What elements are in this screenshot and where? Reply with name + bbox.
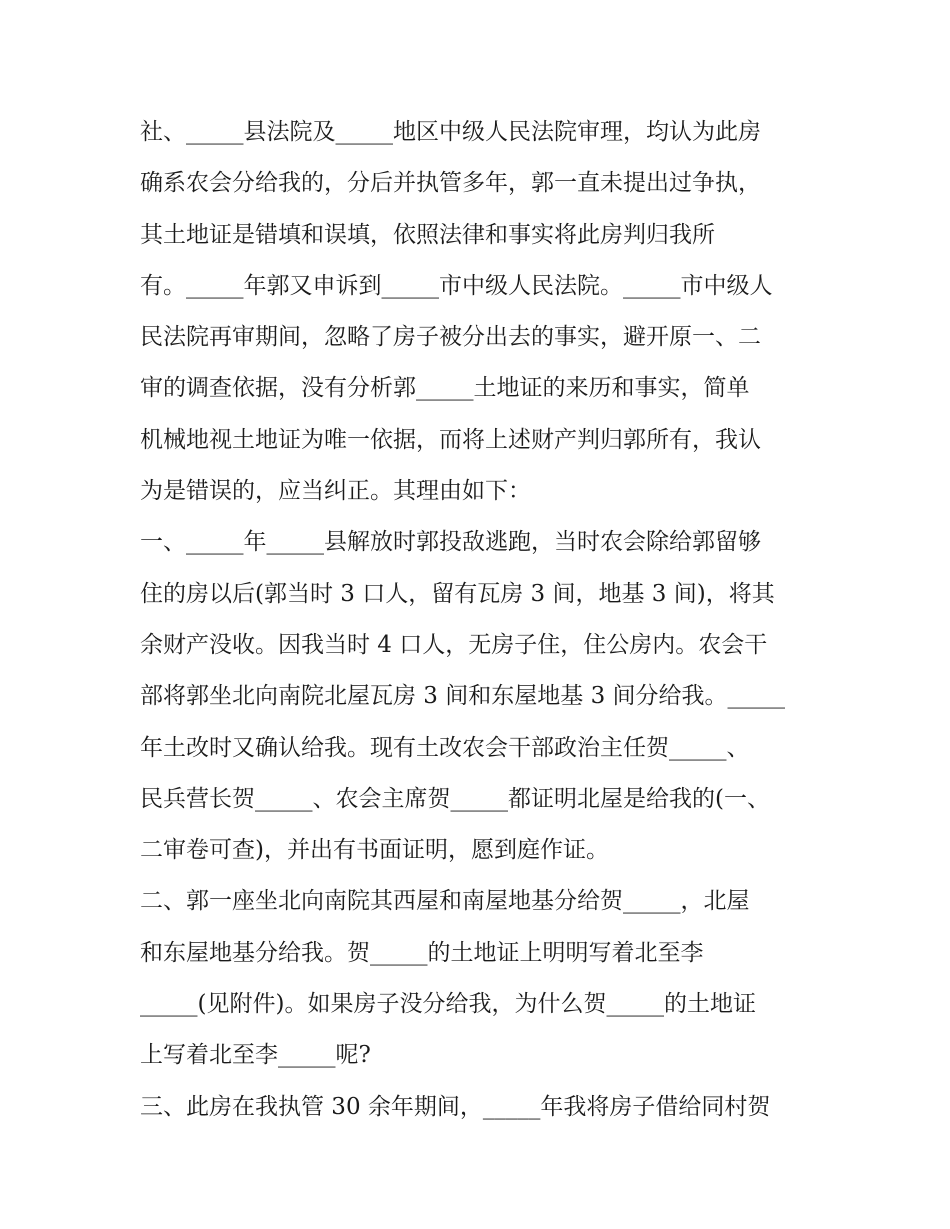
text-line: 机械地视土地证为唯一依据，而将上述财产判归郭所有，我认	[140, 426, 761, 453]
text-line: 住的房以后(郭当时 3 口人，留有瓦房 3 间，地基 3 间)，将其	[140, 580, 775, 607]
text-line: 民法院再审期间，忽略了房子被分出去的事实，避开原一、二	[140, 324, 761, 351]
text-line: 确系农会分给我的，分后并执管多年，郭一直未提出过争执，	[140, 170, 761, 197]
text-line: 上写着北至李_____呢?	[140, 1042, 371, 1069]
text-line: 余财产没收。因我当时 4 口人，无房子住，住公房内。农会干	[140, 631, 768, 658]
text-line: 为是错误的，应当纠正。其理由如下：	[140, 478, 531, 505]
text-line: 民兵营长贺_____、农会主席贺_____都证明北屋是给我的(一、	[140, 785, 770, 812]
text-line: 有。_____年郭又申诉到_____市中级人民法院。_____市中级人	[140, 272, 773, 299]
text-line: 一、_____年_____县解放时郭投敌逃跑，当时农会除给郭留够	[140, 529, 761, 556]
text-line: 社、_____县法院及_____地区中级人民法院审理，均认为此房	[140, 119, 761, 145]
text-line: 三、此房在我执管 30 余年期间，_____年我将房子借给同村贺	[140, 1093, 771, 1120]
text-line: 二、郭一座坐北向南院其西屋和南屋地基分给贺_____，北屋	[140, 888, 750, 915]
text-line: 部将郭坐北向南院北屋瓦房 3 间和东屋地基 3 间分给我。_____	[140, 683, 786, 710]
text-line: 审的调查依据，没有分析郭_____土地证的来历和事实，简单	[140, 375, 750, 402]
document-body	[140, 107, 820, 1133]
text-line: 其土地证是错填和误填，依照法律和事实将此房判归我所	[140, 221, 715, 248]
text-line: 年土改时又确认给我。现有土改农会干部政治主任贺_____、	[140, 734, 750, 761]
text-line: 二审卷可查)，并出有书面证明，愿到庭作证。	[140, 837, 609, 864]
text-line: 和东屋地基分给我。贺_____的土地证上明明写着北至李	[140, 939, 704, 966]
text-line: _____(见附件)。如果房子没分给我，为什么贺_____的土地证	[140, 991, 756, 1018]
